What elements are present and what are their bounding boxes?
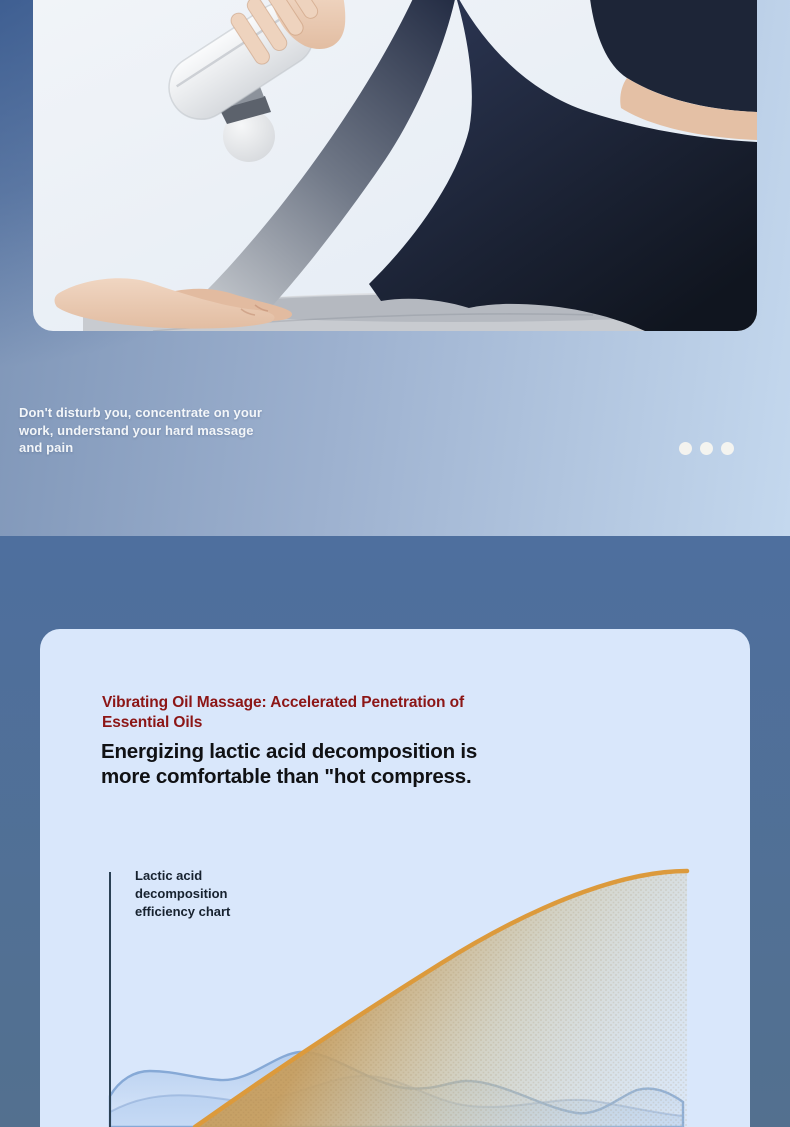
- carousel-dot[interactable]: [679, 442, 692, 455]
- hero-caption: [19, 404, 262, 457]
- hero-caption-line: work, understand your hard massage: [19, 422, 254, 438]
- feature-section: [0, 536, 790, 1127]
- carousel-dots: [679, 442, 734, 455]
- efficiency-curve-area: [195, 871, 687, 1127]
- hero-carousel-section: [0, 0, 790, 536]
- carousel-dot[interactable]: [721, 442, 734, 455]
- chart-label-line: efficiency chart: [135, 904, 231, 919]
- product-photo-illustration: [33, 0, 757, 331]
- hero-caption-line: Don't disturb you, concentrate on your: [19, 405, 263, 420]
- feature-subtitle: [102, 693, 464, 733]
- feature-subtitle-line: Vibrating Oil Massage: Accelerated Penetration of: [102, 694, 465, 711]
- chart-label-line: Lactic acid: [135, 868, 203, 883]
- chart-label: [135, 867, 230, 921]
- hero-caption-line: and pain: [19, 440, 74, 455]
- chart-label-line: decomposition: [135, 886, 228, 901]
- feature-subtitle-line: Essential Oils: [102, 714, 203, 731]
- product-photo-slide[interactable]: [33, 0, 757, 331]
- feature-card: [40, 629, 750, 1127]
- feature-title: [101, 739, 477, 789]
- carousel-dot[interactable]: [700, 442, 713, 455]
- feature-title-line: Energizing lactic acid decomposition is: [101, 740, 478, 763]
- efficiency-chart: [40, 864, 750, 1127]
- feature-title-line: more comfortable than "hot compress.: [101, 765, 472, 788]
